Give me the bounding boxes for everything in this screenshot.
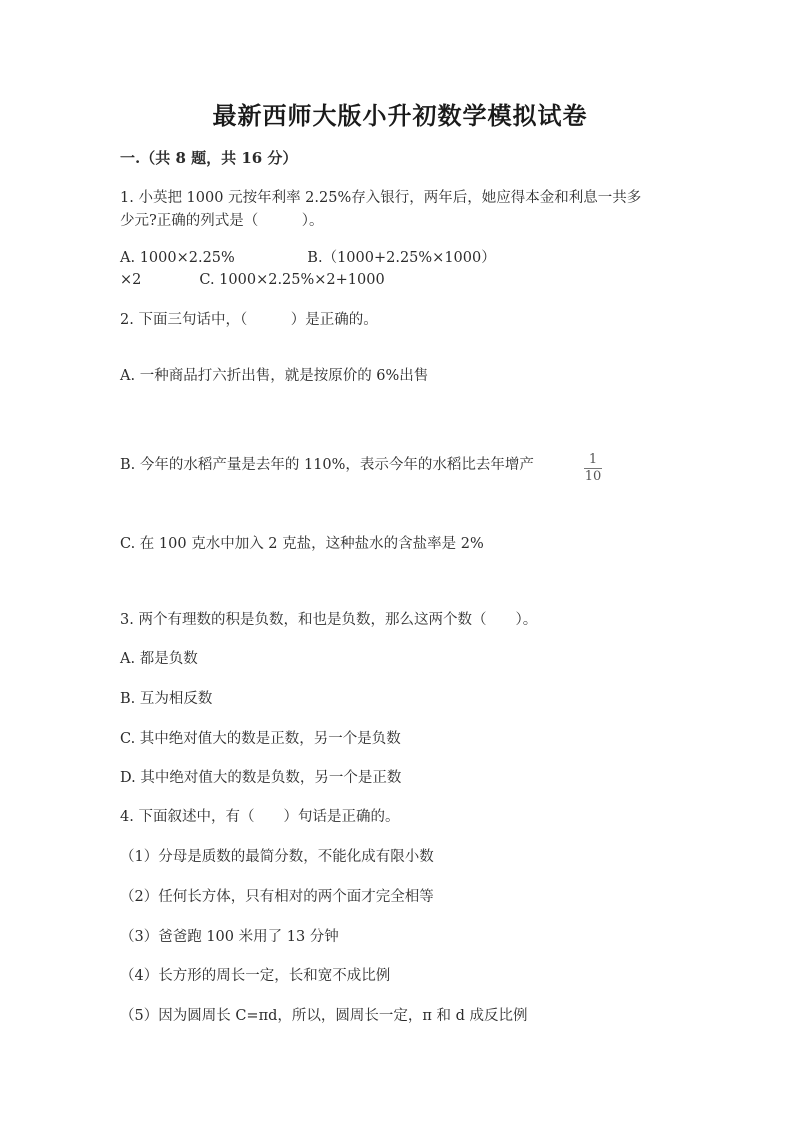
question-3-option-b: B. 互为相反数	[120, 691, 213, 707]
question-3-stem: 3. 两个有理数的积是负数，和也是负数，那么这两个数（ ）。	[120, 612, 538, 628]
question-2-option-b: B. 今年的水稻产量是去年的 110%，表示今年的水稻比去年增产	[120, 457, 534, 473]
question-4-statement-3: （3）爸爸跑 100 米用了 13 分钟	[120, 929, 339, 945]
question-2-stem: 2. 下面三句话中，（ ）是正确的。	[120, 312, 378, 328]
question-4-statement-2: （2）任何长方体，只有相对的两个面才完全相等	[120, 889, 434, 905]
question-4-stem: 4. 下面叙述中，有（ ）句话是正确的。	[120, 809, 400, 825]
question-1-stem-line-1: 1. 小英把 1000 元按年利率 2.25%存入银行，两年后，她应得本金和利息一共多	[120, 190, 642, 206]
question-4-statement-1: （1）分母是质数的最简分数，不能化成有限小数	[120, 849, 434, 865]
page-title: 最新西师大版小升初数学模拟试卷	[212, 101, 588, 130]
question-3-option-a: A. 都是负数	[120, 651, 198, 667]
question-3-option-d: D. 其中绝对值大的数是负数，另一个是正数	[120, 770, 402, 786]
question-1-options-line-2: ×2 C. 1000×2.25%×2+1000	[120, 272, 385, 288]
question-3-option-c: C. 其中绝对值大的数是正数，另一个是负数	[120, 731, 401, 747]
question-2-option-a: A. 一种商品打六折出售，就是按原价的 6%出售	[120, 368, 429, 384]
fraction-one-tenth	[582, 452, 604, 485]
question-2-option-c: C. 在 100 克水中加入 2 克盐，这种盐水的含盐率是 2%	[120, 536, 484, 552]
fraction-denominator: 10	[584, 469, 602, 484]
question-1-stem-line-2: 少元?正确的列式是（ ）。	[120, 213, 324, 229]
question-1-options-line-1: A. 1000×2.25% B.（1000+2.25%×1000）	[120, 250, 496, 266]
question-4-statement-5: （5）因为圆周长 C=πd，所以，圆周长一定，π 和 d 成反比例	[120, 1008, 528, 1024]
fraction-numerator: 1	[588, 452, 598, 467]
question-4-statement-4: （4）长方形的周长一定，长和宽不成比例	[120, 968, 391, 984]
section-heading: 一.（共 8 题，共 16 分）	[120, 149, 298, 167]
